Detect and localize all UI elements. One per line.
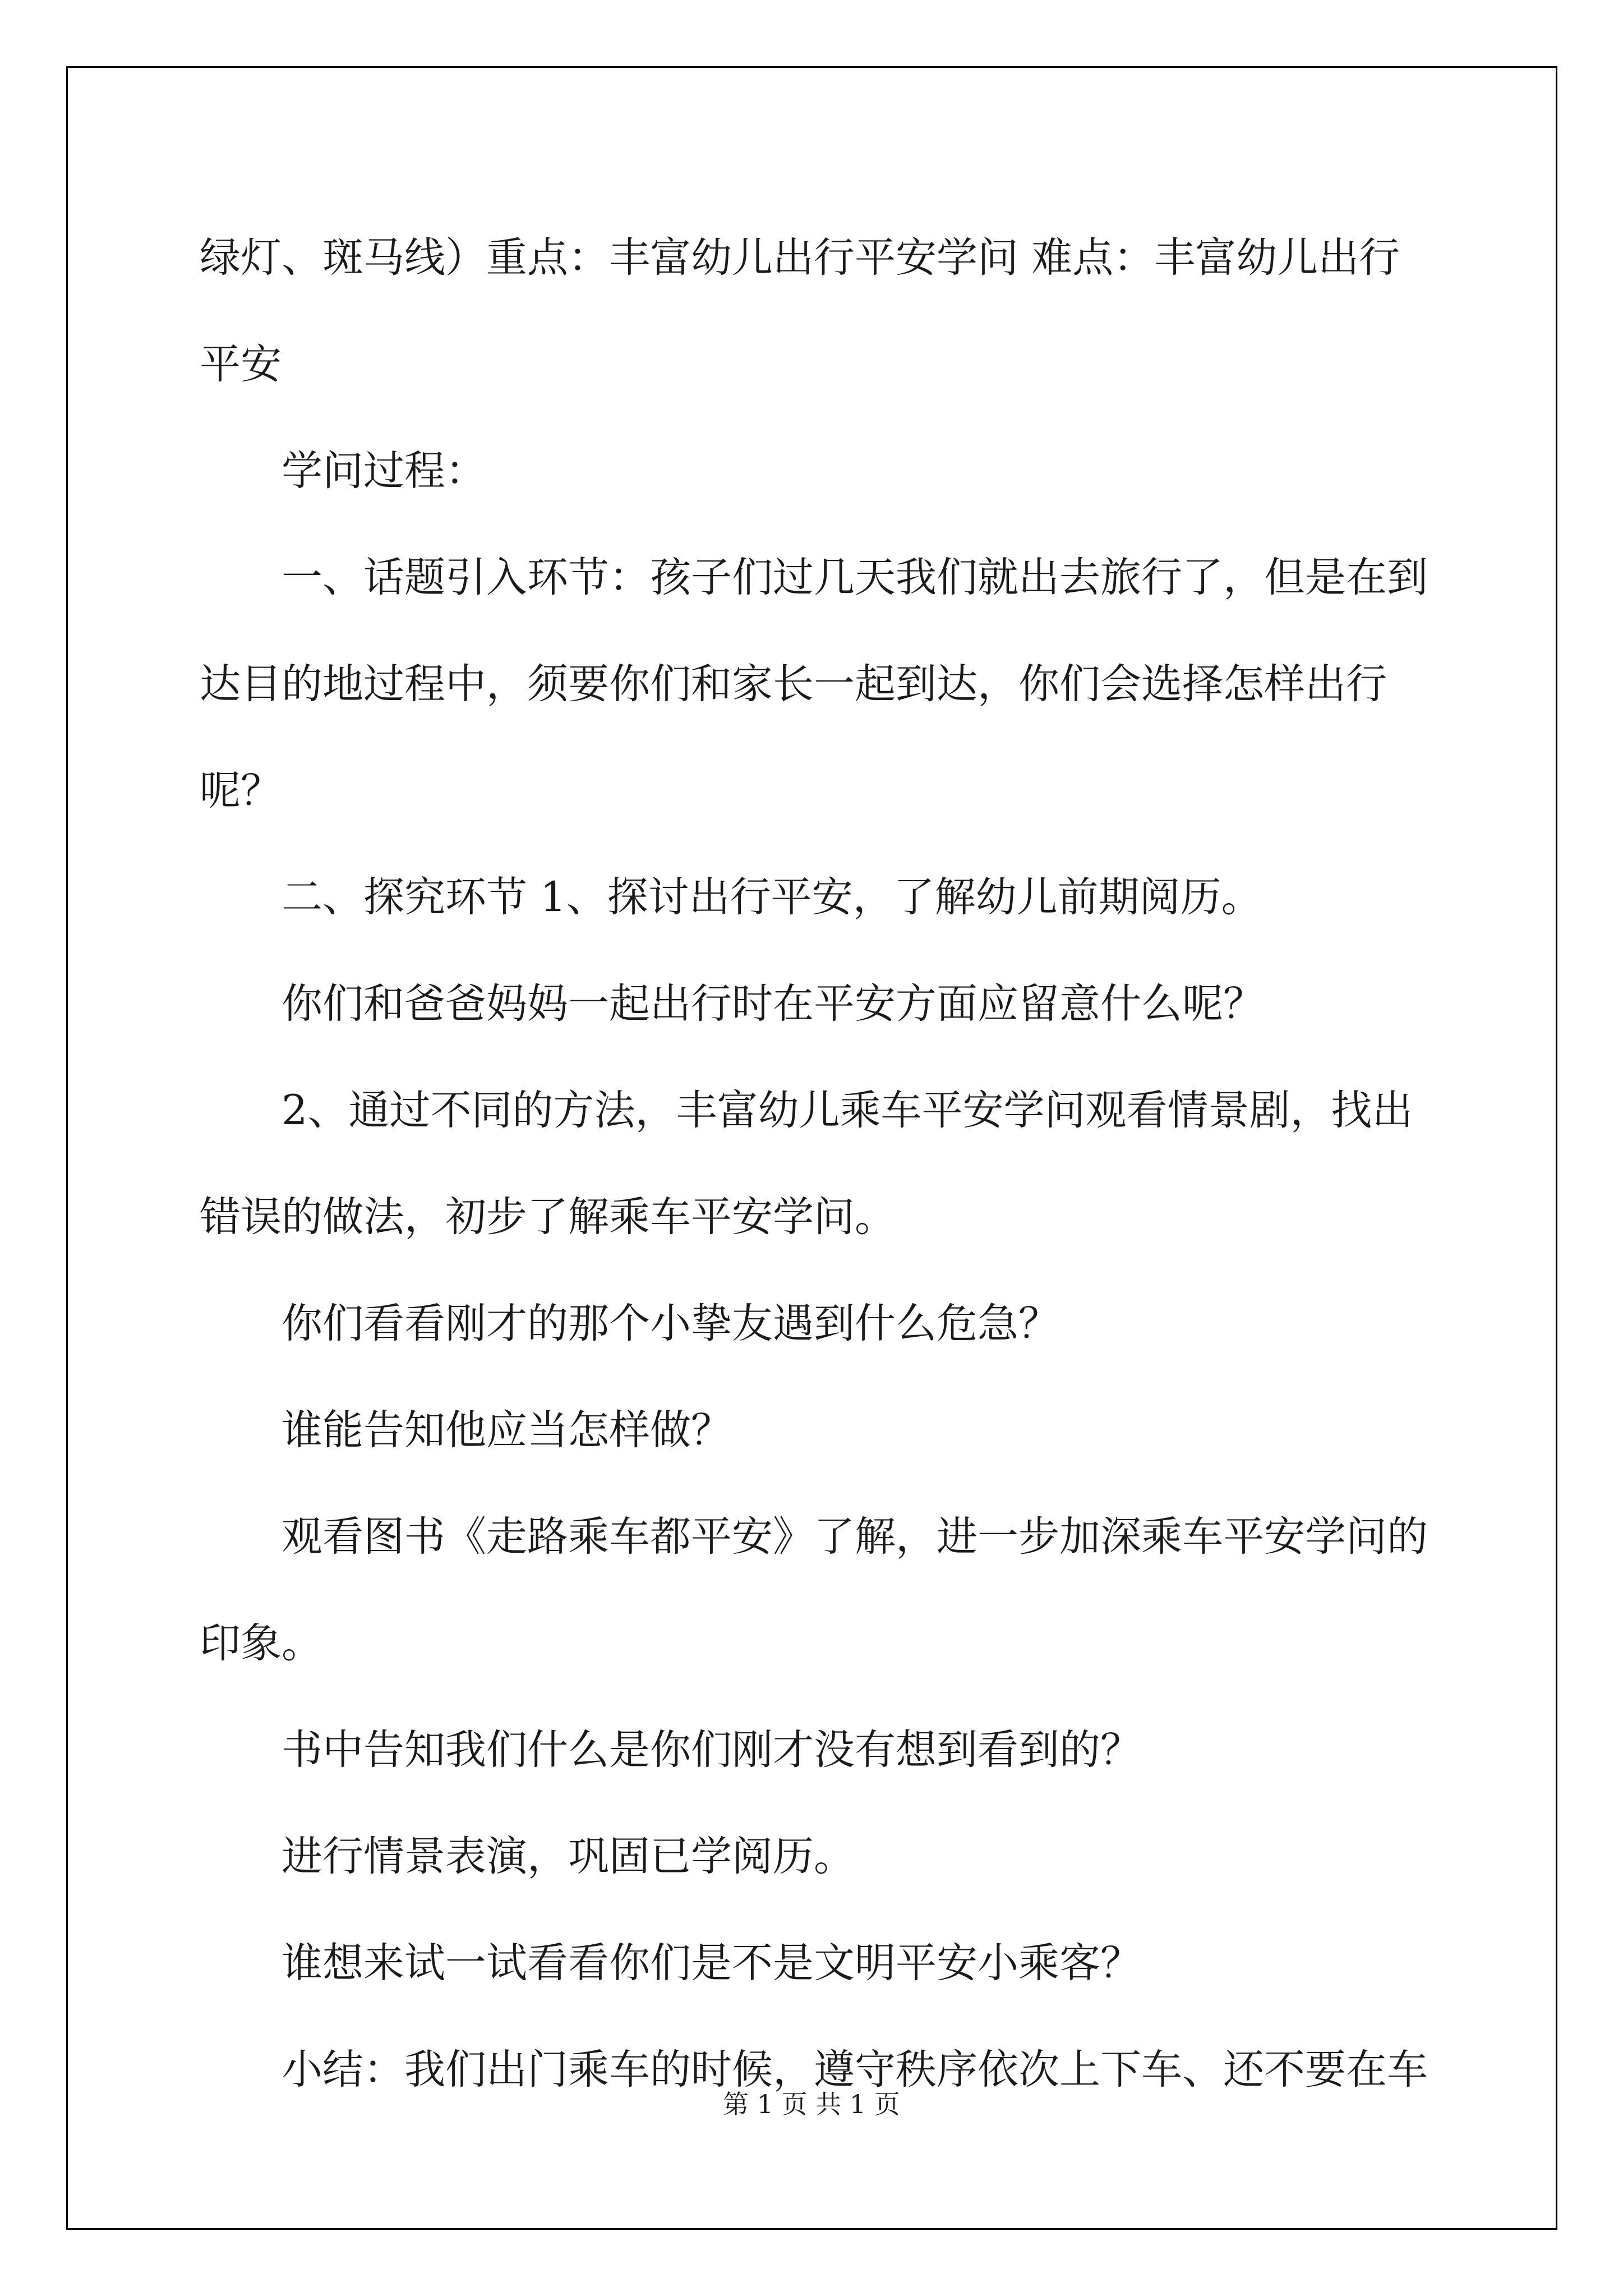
paragraph: 书中告知我们什么是你们刚才没有想到看到的？ <box>282 1726 1141 1774</box>
paragraph: 你们和爸爸妈妈一起出行时在平安方面应留意什么呢？ <box>282 980 1264 1028</box>
document-body <box>200 205 1433 2123</box>
paragraph: 小结：我们出门乘车的时候，遵守秩序依次上下车、还不要在车 <box>282 2046 1428 2093</box>
paragraph: 2、通过不同的方法，丰富幼儿乘车平安学问观看情景剧，找出错误的做法，初步了解乘车平安学问。 <box>200 1087 1413 1241</box>
paragraph: 一、话题引入环节：孩子们过几天我们就出去旅行了，但是在到达目的地过程中，须要你们和家长一起到达，你们会选择怎样出行呢？ <box>200 554 1428 815</box>
paragraph: 学问过程： <box>282 447 486 495</box>
page-footer: 第 1 页 共 1 页 <box>723 2089 900 2119</box>
paragraph: 谁想来试一试看看你们是不是文明平安小乘客？ <box>282 1939 1141 1987</box>
paragraph: 你们看看刚才的那个小挚友遇到什么危急？ <box>282 1300 1059 1347</box>
paragraph: 观看图书《走路乘车都平安》了解，进一步加深乘车平安学问的印象。 <box>200 1513 1428 1667</box>
paragraph-continuation: 绿灯、斑马线）重点：丰富幼儿出行平安学问 难点：丰富幼儿出行平安 <box>200 234 1400 388</box>
paragraph: 进行情景表演，巩固已学阅历。 <box>282 1833 855 1880</box>
paragraph: 谁能告知他应当怎样做？ <box>282 1406 732 1454</box>
paragraph: 二、探究环节 1、探讨出行平安，了解幼儿前期阅历。 <box>282 873 1262 921</box>
